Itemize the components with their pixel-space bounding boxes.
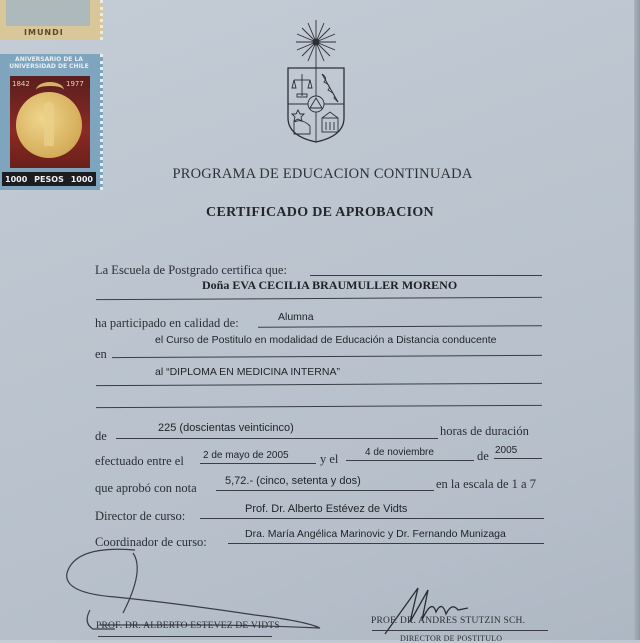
in-label: en (95, 347, 107, 361)
and-label: y el (320, 452, 339, 466)
grade-value: 5,72.- (cinco, setenta y dos) (225, 475, 361, 487)
university-crest-icon (284, 18, 348, 146)
role-label: ha participado en calidad de: (95, 316, 239, 330)
coordinator-value: Dra. María Angélica Marinovic y Dr. Fernando Munizaga (245, 528, 506, 540)
underline (258, 325, 542, 327)
of-label: de (95, 429, 107, 443)
director-label: Director de curso: (95, 509, 186, 523)
start-date: 2 de mayo de 2005 (203, 450, 289, 461)
signature-line (372, 630, 548, 631)
underline (494, 458, 542, 459)
underline (96, 383, 542, 386)
end-date: 4 de noviembre (365, 447, 434, 458)
right-signature-icon (380, 580, 500, 640)
course-line-1: el Curso de Postitulo en modalidad de Educación a Distancia conducente (155, 334, 497, 346)
paper-edge (634, 0, 640, 640)
coordinator-label: Coordinador de curso: (95, 535, 207, 549)
director-value: Prof. Dr. Alberto Estévez de Vidts (245, 503, 408, 515)
underline (310, 275, 542, 276)
left-signatory-name: PROF. DR. ALBERTO ESTEVEZ DE VIDTS (96, 621, 280, 631)
stamp-year-start: 1842 (12, 80, 30, 88)
between-label: efectuado entre el (95, 454, 184, 468)
postage-stamp-top (0, 0, 103, 40)
recipient-name: Doña EVA CECILIA BRAUMULLER MORENO (202, 278, 458, 292)
stamp-value-right: 1000 (70, 174, 93, 184)
hours-label: horas de duración (440, 424, 529, 438)
certificate-title: CERTIFICADO DE APROBACION (206, 205, 434, 220)
underline (96, 297, 542, 300)
right-signatory-title: DIRECTOR DE POSTITULO (400, 634, 503, 643)
stamp-image (6, 0, 90, 26)
stamp-year-end: 1977 (66, 80, 84, 88)
stamp-value-left: 1000 (5, 174, 28, 184)
signature-line (98, 636, 272, 637)
underline (346, 460, 474, 461)
stamp-text: IMUNDI (24, 28, 64, 37)
underline (112, 355, 542, 358)
underline (96, 405, 542, 408)
certifies-label: La Escuela de Postgrado certifica que: (95, 263, 287, 277)
stamp-header: ANIVERSARIO DE LA UNIVERSIDAD DE CHILE (9, 56, 89, 70)
right-signatory-name: PROF. DR. ANDRES STUTZIN SCH. (371, 616, 526, 626)
underline (200, 463, 316, 464)
role-value: Alumna (278, 311, 314, 323)
statue-figure-icon (44, 102, 54, 146)
course-line-2: al “DIPLOMA EN MEDICINA INTERNA” (155, 366, 340, 378)
stamp-currency: PESOS (34, 174, 64, 184)
year-label: de (477, 449, 489, 463)
underline (216, 490, 434, 491)
underline (228, 543, 544, 544)
hours-value: 225 (doscientas veinticinco) (158, 422, 294, 434)
program-title: PROGRAMA DE EDUCACION CONTINUADA (172, 166, 473, 182)
underline (200, 518, 544, 519)
underline (116, 438, 438, 439)
end-year: 2005 (495, 445, 518, 456)
grade-label: que aprobó con nota (95, 481, 197, 495)
scale-label: en la escala de 1 a 7 (436, 477, 536, 491)
